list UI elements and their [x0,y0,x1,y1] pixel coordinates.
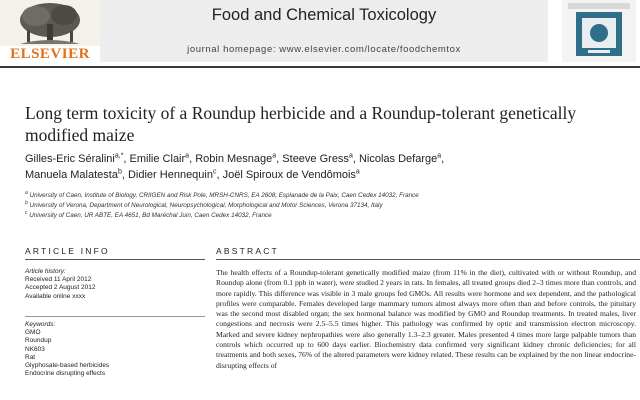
online-date: Available online xxxx [25,292,86,300]
author[interactable]: Robin Mesnage$^a$ [195,152,277,165]
article-info-divider [25,259,205,260]
author[interactable]: Nicolas Defarge$^a$ [358,152,442,165]
author[interactable]: Emilie Clair$^a$ [129,152,190,165]
article-title: Long term toxicity of a Roundup herbicide and a Roundup-tolerant genetically modified maize [25,103,577,145]
affiliations [25,191,625,221]
journal-cover [558,0,640,62]
affiliation: $^a$ University of Caen, Institute of Biology, CRIIGEN and Risk Pole, MRSH-CNRS, EA 2608, Esplanade de la Paix, Caen Cedex 14032, France [25,189,419,199]
author[interactable]: Joël Spiroux de Vendômois$^a$ [222,167,360,181]
journal-title: Food and Chemical Toxicology [211,6,437,24]
keyword: Rat [25,353,36,361]
received-date: Received 11 April 2012 [25,276,92,284]
author[interactable]: Steeve Gress$^a$ [282,152,353,165]
keywords-divider [25,316,205,317]
abstract-heading: ABSTRACT [216,246,279,256]
keyword: Glyphosate-based herbicides [25,362,110,370]
author-list: Gilles-Eric Séralini$^{a,*}$, Emilie Clair$^a$, Robin Mesnage$^a$, Steeve Gress$^a$, Nicolas Defarge$^a$, Manuela Malatesta$^b$, Didier Hennequin$^c$, Joël Spiroux de Vendômois$^a$ [25,152,445,181]
keyword: NK603 [25,345,45,353]
author[interactable]: Didier Hennequin$^c$ [127,167,217,181]
abstract-divider [216,259,640,260]
keyword: Roundup [25,337,52,345]
affiliation: $^c$ University of Caen, UR ABTE, EA 4651, Bd Maréchal Juin, Caen Cedex 14032, France [25,209,272,219]
author[interactable]: Manuela Malatesta$^b$ [25,167,122,181]
keywords [25,321,205,378]
elsevier-tree-icon [0,0,100,46]
keywords-label: Keywords: [25,321,56,328]
publisher-name: ELSEVIER [10,46,90,62]
keyword: Endocrine disrupting effects [25,370,106,378]
accepted-date: Accepted 2 August 2012 [25,284,96,292]
journal-homepage-link[interactable]: journal homepage: www.elsevier.com/locate/foodchemtox [187,44,461,55]
keyword: GMO [25,329,41,337]
abstract-text: The health effects of a Roundup-tolerant genetically modified maize (from 11% in the diet), cultivated with or without Roundup, and Roundup alone (from 0.1 ppb in water), were studied 2 years in rats. In females, all treated groups died 2–3 times more than controls, and more rapidly. This difference was visible in 3 male groups fed GMOs. All results were hormone and sex dependent, and the pathological profiles were comparable. Females developed large mammary tumors almost always more often than and before controls, the pituitary was the second most disabled organ; the sex hormonal balance was modified by GMO and Roundup treatments. In treated males, liver congestions and necrosis were 2.5–5.5 times higher. This pathology was confirmed by optic and transmission electron microscopy. Marked and severe kidney nephropathies were also generally 1.3–2.3 greater. Males presented 4 times more large palpable tumors than controls which occurred up to 600 days earlier. Biochemistry data confirmed very significant kidney chronic deficiencies; for all treatments and both sexes, 76% of the altered parameters were kidney related. These results can be explained by the non linear endocrine-disrupting effects of [216,268,636,370]
article-history [25,268,205,301]
header-divider [0,66,640,68]
author[interactable]: Gilles-Eric Séralini$^{a,*}$ [25,152,124,165]
history-label: Article history: [25,268,66,275]
journal-cover-icon [558,0,640,62]
affiliation: $^b$ University of Verona, Department of Neurological, Neuropsychological, Morphological and Motor Sciences, Verona 37134, Italy [25,199,383,209]
article-info-heading: ARTICLE INFO [25,246,110,256]
